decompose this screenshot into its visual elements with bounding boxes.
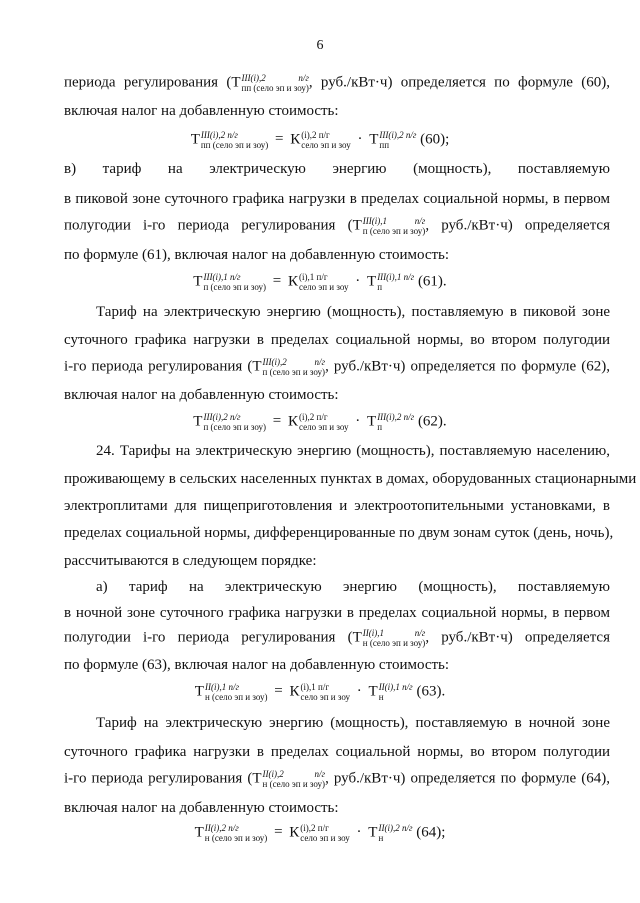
formula-61: Т III(i),1 п/г п (село эп и зоу) = К (i),1 п/г село эп и зоу · Т III(i),1 п/г п (61).: [193, 272, 447, 292]
text-line: по формуле (61), включая налог на добавленную стоимость:: [64, 247, 450, 263]
text-line: по формуле (63), включая налог на добавленную стоимость:: [64, 657, 450, 673]
text-line: полугодии i-го периода регулирования (Т III(i),1 п/г п (село эп и зоу) , руб./кВт·ч) определяется: [64, 216, 610, 236]
text-line: суточного графика нагрузки в пределах социальной нормы, во втором полугодии: [64, 332, 610, 348]
text-line: рассчитываются в следующем порядке:: [64, 553, 317, 569]
formula-63: Т II(i),1 п/г н (село эп и зоу) = К (i),1 п/г село эп и зоу · Т II(i),1 п/г н (63).: [194, 682, 446, 702]
text-line: периода регулирования (Т III(i),2 п/г пп (село эп и зоу) , руб./кВт·ч) определяется по формуле (60),: [64, 73, 611, 93]
text-line: суточного графика нагрузки в пределах социальной нормы, во втором полугодии: [64, 744, 610, 760]
formula-64: Т II(i),2 п/г н (село эп и зоу) = К (i),2 п/г село эп и зоу · Т II(i),2 п/г н (64);: [194, 823, 446, 843]
formula-62: Т III(i),2 п/г п (село эп и зоу) = К (i),2 п/г село эп и зоу · Т III(i),2 п/г п (62).: [193, 412, 447, 432]
formula-60: Т III(i),2 п/г пп (село эп и зоу) = К (i),2 п/г село эп и зоу · Т III(i),2 п/г пп (60);: [190, 130, 450, 150]
text-line: пределах социальной нормы, дифференцированные по двум зонам суток (день, ночь),: [64, 525, 614, 541]
text-line: i-го периода регулирования (Т III(i),2 п/г п (село эп и зоу) , руб./кВт·ч) определяется по формуле (62),: [64, 357, 610, 377]
text-line: в) тариф на электрическую энергию (мощность), поставляемую: [64, 161, 610, 177]
text-line: в пиковой зоне суточного графика нагрузки в пределах социальной нормы, в первом: [64, 191, 610, 207]
text-line: включая налог на добавленную стоимость:: [64, 800, 339, 816]
text-line: Тариф на электрическую энергию (мощность), поставляемую в ночной зоне: [96, 715, 610, 731]
text-line: а) тариф на электрическую энергию (мощность), поставляемую: [96, 579, 610, 595]
text-line: в ночной зоне суточного графика нагрузки в пределах социальной нормы, в первом: [64, 605, 610, 621]
page-number: 6: [316, 38, 324, 53]
text-line: включая налог на добавленную стоимость:: [64, 103, 339, 119]
text-line: Тариф на электрическую энергию (мощность), поставляемую в пиковой зоне: [96, 304, 610, 320]
text-line: электроплитами для пищеприготовления и электроотопительными установками, в: [64, 498, 610, 514]
text-line: полугодии i-го периода регулирования (Т II(i),1 п/г н (село эп и зоу) , руб./кВт·ч) определяется: [64, 628, 610, 648]
text-line: включая налог на добавленную стоимость:: [64, 387, 339, 403]
text-line: i-го периода регулирования (Т II(i),2 п/г н (село эп и зоу) , руб./кВт·ч) определяется по формуле (64),: [64, 769, 610, 789]
text-line: проживающему в сельских населенных пунктах в домах, оборудованных стационарными: [64, 471, 637, 487]
text-line: 24. Тарифы на электрическую энергию (мощность), поставляемую населению,: [96, 443, 610, 459]
